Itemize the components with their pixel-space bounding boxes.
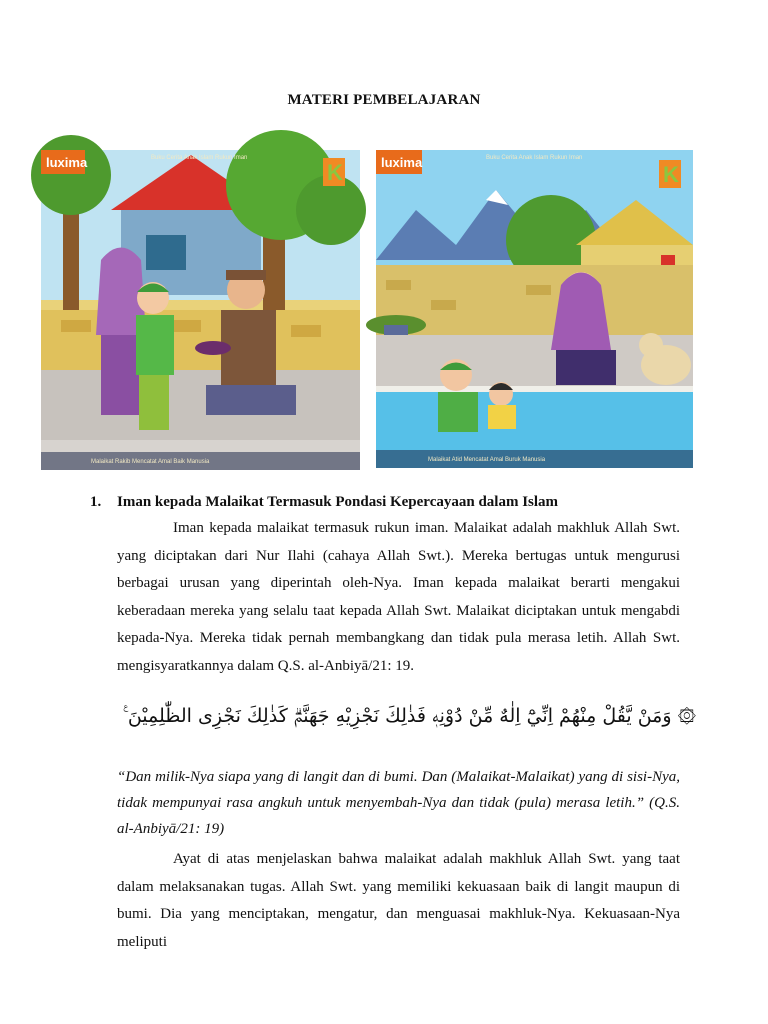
illustration-charity — [41, 150, 360, 470]
page-title: MATERI PEMBELAJARAN — [287, 92, 481, 108]
section-heading-text: Iman kepada Malaikat Termasuk Pondasi Kepercayaan dalam Islam — [117, 494, 559, 510]
paragraph-intro: Iman kepada malaikat termasuk rukun iman. Malaikat adalah makhluk Allah Swt. yang diciptakan dari Nur Ilahi (cahaya Allah Swt.). Mereka bertugas untuk mengurusi berbagai urusan yang diperintah oleh-Nya. Iman kepada malaikat berarti mengakui keberadaan mereka yang selalu taat kepada Allah Swt. Malaikat diciptakan untuk mengabdi kepada-Nya. Mereka tidak pernah membangkang dan tidak pula merasa letih. Allah Swt. mengisyaratkannya dalam Q.S. al-Anbiyā/21: 19. — [117, 520, 680, 674]
verse-translation: “Dan milik-Nya siapa yang di langit dan di bumi. Dan (Malaikat-Malaikat) yang di sisi-Nya, tidak mempunyai rasa angkuh untuk menyembah-Nya dan tidak (pula) merasa letih.” (Q.S. al-Anbiyā/21: 19) — [117, 769, 680, 837]
luxima-logo: luxima — [46, 155, 88, 170]
k-badge: K — [663, 162, 679, 187]
section-number: 1. — [90, 494, 102, 510]
section-heading — [90, 494, 558, 511]
arabic-verse: ۞ وَمَنْ يَّقُلْ مِنْهُمْ اِنِّيْٓ اِلٰهٌ مِّنْ دُوْنِهٖ فَذٰلِكَ نَجْزِيْهِ جَهَنَّمَۗ كَذٰلِكَ نَجْزِى الظّٰلِمِيْنَ ࣖ — [123, 705, 696, 727]
paragraph-explanation: Ayat di atas menjelaskan bahwa malaikat adalah makhluk Allah Swt. yang taat dalam melaksanakan tugas. Allah Swt. yang memiliki kekuasaan baik di langit maupun di bumi. Dia yang menciptakan, mengatur, dan menguasai makhluk-Nya. Kekuasaan-Nya meliputi — [117, 851, 680, 950]
illustration-pool-art — [376, 150, 693, 468]
illustration-charity-art — [41, 150, 360, 470]
luxima-logo: luxima — [381, 155, 423, 170]
caption-bottom: Malaikat Atid Mencatat Amal Buruk Manusia — [428, 457, 546, 463]
caption-top: Buku Cerita Anak Islam Rukun Iman — [151, 155, 248, 161]
caption-top: Buku Cerita Anak Islam Rukun Iman — [486, 155, 583, 161]
k-badge: K — [327, 160, 343, 185]
illustration-pool — [376, 150, 693, 468]
caption-bottom: Malaikat Rakib Mencatat Amal Baik Manusia — [91, 459, 210, 465]
